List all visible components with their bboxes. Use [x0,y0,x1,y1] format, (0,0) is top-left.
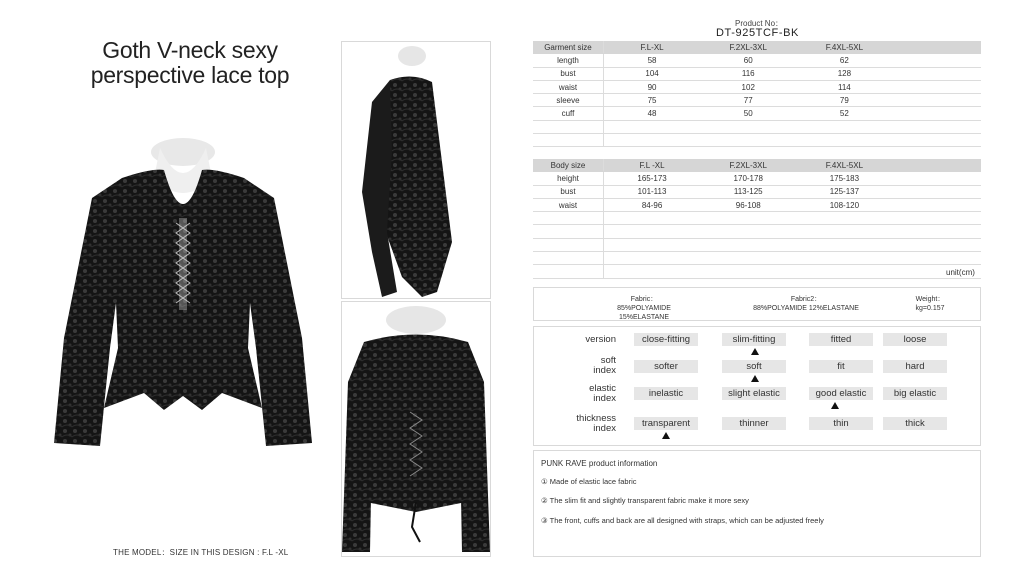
elastic-index-label [589,384,616,404]
table-cell [892,185,981,198]
table-cell: height [533,172,603,185]
table-cell [603,212,700,225]
front-product-image [52,138,314,452]
elastic-label-line2: index [593,393,616,404]
table-cell [796,134,892,147]
header-cell: F.4XL-5XL [796,159,892,172]
table-cell: waist [533,80,603,93]
fabric-1-value: 85%POLYAMIDE 15%ELASTANE [617,305,671,321]
table-cell [700,238,796,251]
table-row [533,172,981,185]
fabric-2-value: 88%POLYAMIDE 12%ELASTANE [753,305,859,312]
table-cell: 84-96 [603,198,700,211]
table-cell: 48 [603,107,700,120]
table-header-row [533,159,981,172]
table-row [533,120,981,133]
table-cell [892,212,981,225]
soft-option: softer [634,360,698,373]
table-cell [603,265,700,278]
product-number-label: Product No： [735,19,784,28]
table-cell [700,120,796,133]
table-cell [892,225,981,238]
product-title-line1: Goth V-neck sexy [102,37,278,63]
soft-label-line1: soft [600,355,616,366]
product-info-title: PUNK RAVE product information [541,459,658,468]
table-row [533,225,981,238]
soft-label-line2: index [593,365,616,376]
thickness-index-label [576,414,616,434]
version-indicator-icon [751,348,759,355]
thickness-option: thin [809,417,873,430]
header-cell: F.L -XL [603,159,700,172]
table-row [533,67,981,80]
info-item: ① Made of elastic lace fabric [541,477,637,486]
version-option: close-fitting [634,333,698,346]
table-cell: 128 [796,67,892,80]
table-row [533,94,981,107]
table-row [533,185,981,198]
table-cell: 104 [603,67,700,80]
fabric-1 [594,295,694,322]
weight [900,295,960,313]
header-cell: F.4XL-5XL [796,41,892,54]
table-row [533,80,981,93]
table-cell [700,265,796,278]
garment-size-table [533,41,981,147]
table-cell: 116 [700,67,796,80]
table-cell [796,252,892,265]
thickness-option: thick [883,417,947,430]
unit-label: unit(cm) [946,268,975,277]
table-cell: length [533,54,603,67]
table-cell [700,252,796,265]
table-cell [533,120,603,133]
table-cell: 50 [700,107,796,120]
side-view-image-frame [341,41,491,299]
version-label: version [585,334,616,345]
table-cell [796,225,892,238]
table-cell [533,238,603,251]
fabric-2-label: Fabric2： [790,296,822,303]
table-cell: 175-183 [796,172,892,185]
header-cell [892,159,981,172]
elastic-option: slight elastic [722,387,786,400]
table-cell: 96-108 [700,198,796,211]
elastic-option: inelastic [634,387,698,400]
table-cell: 101-113 [603,185,700,198]
table-cell [892,80,981,93]
table-cell [892,252,981,265]
soft-option: hard [883,360,947,373]
table-cell [700,225,796,238]
product-title [60,38,320,88]
table-cell: 108-120 [796,198,892,211]
soft-option: fit [809,360,873,373]
version-option: loose [883,333,947,346]
info-item: ③ The front, cuffs and back are all designed with straps, which can be adjusted freely [541,516,824,525]
table-cell [892,238,981,251]
header-cell: F.2XL-3XL [700,159,796,172]
product-number: DT-925TCF-BK [716,27,799,39]
elastic-indicator-icon [831,402,839,409]
table-cell [603,134,700,147]
table-cell [700,134,796,147]
table-cell [892,120,981,133]
table-cell [796,265,892,278]
table-cell [892,67,981,80]
table-cell [892,94,981,107]
table-cell [533,134,603,147]
header-cell: F.2XL-3XL [700,41,796,54]
table-cell [892,107,981,120]
model-size-note: THE MODEL：SIZE IN THIS DESIGN : F.L -XL [113,548,289,557]
table-cell [892,172,981,185]
soft-option: soft [722,360,786,373]
table-cell: 170-178 [700,172,796,185]
fabric-2 [746,295,866,313]
table-cell: sleeve [533,94,603,107]
table-row [533,238,981,251]
table-cell [603,238,700,251]
table-cell: cuff [533,107,603,120]
info-item: ② The slim fit and slightly transparent fabric make it more sexy [541,496,749,505]
back-view-image [342,302,490,556]
table-cell: bust [533,185,603,198]
table-row [533,134,981,147]
table-row [533,265,981,278]
table-cell [533,265,603,278]
fit-index-box [533,326,981,446]
table-cell: 77 [700,94,796,107]
header-cell: Garment size [533,41,603,54]
table-row [533,212,981,225]
elastic-option: good elastic [809,387,873,400]
table-cell [533,225,603,238]
table-cell [892,134,981,147]
back-view-image-frame [341,301,491,557]
table-cell [603,120,700,133]
weight-label: Weight： [915,296,945,303]
elastic-option: big elastic [883,387,947,400]
table-row [533,54,981,67]
table-cell: 75 [603,94,700,107]
soft-indicator-icon [751,375,759,382]
header-cell [892,41,981,54]
table-cell: 113-125 [700,185,796,198]
table-cell: 52 [796,107,892,120]
thickness-option: transparent [634,417,698,430]
weight-value: kg=0.157 [915,305,945,312]
table-cell: waist [533,198,603,211]
header-cell: F.L-XL [603,41,700,54]
table-cell: 114 [796,80,892,93]
soft-index-label [593,356,616,376]
table-cell [796,212,892,225]
elastic-label-line1: elastic [589,383,616,394]
thickness-option: thinner [722,417,786,430]
product-title-line2: perspective lace top [90,62,290,88]
table-row [533,252,981,265]
table-cell [603,252,700,265]
fabric-info-box [533,287,981,321]
table-cell [796,120,892,133]
table-cell: 125-137 [796,185,892,198]
table-cell [892,54,981,67]
table-cell [892,198,981,211]
table-row [533,107,981,120]
table-cell: 62 [796,54,892,67]
version-option: slim-fitting [722,333,786,346]
table-cell [700,212,796,225]
table-header-row [533,41,981,54]
fabric-1-label: Fabric： [630,296,658,303]
product-info-box [533,450,981,557]
side-view-image [342,42,490,298]
version-option: fitted [809,333,873,346]
thickness-label-line1: thickness [576,413,616,424]
table-cell: 60 [700,54,796,67]
table-cell: 102 [700,80,796,93]
header-cell: Body size [533,159,603,172]
table-cell: 58 [603,54,700,67]
table-cell: 79 [796,94,892,107]
table-row [533,198,981,211]
thickness-label-line2: index [593,423,616,434]
table-cell: 90 [603,80,700,93]
table-cell [796,238,892,251]
table-cell [533,252,603,265]
table-cell: 165-173 [603,172,700,185]
table-cell: bust [533,67,603,80]
body-size-table [533,159,981,279]
thickness-indicator-icon [662,432,670,439]
table-cell [533,212,603,225]
table-cell [603,225,700,238]
